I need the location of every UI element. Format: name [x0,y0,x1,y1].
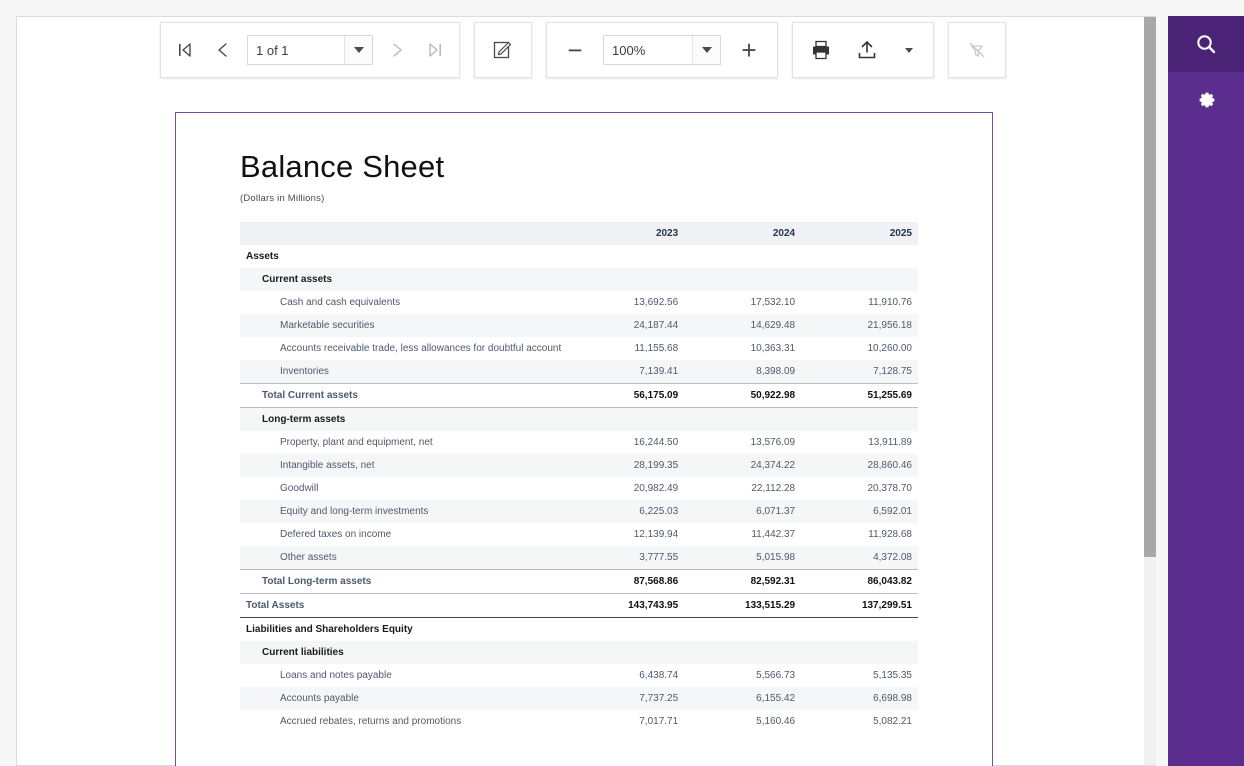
page-number-box[interactable] [247,35,373,65]
row-value: 137,299.51 [801,594,918,618]
column-header-2025: 2025 [801,222,918,245]
row-value: 6,071.37 [684,500,801,523]
row-value [567,618,684,642]
table-row [240,641,918,664]
row-value: 5,135.35 [873,670,912,681]
row-label: Total Assets [240,594,567,618]
row-label: Goodwill [280,483,319,494]
row-value: 13,576.09 [750,437,796,448]
row-value: 50,922.98 [684,384,801,408]
row-value: 143,743.95 [567,594,684,618]
edit-report-icon[interactable] [481,30,525,70]
export-options-dropdown[interactable] [891,30,927,70]
row-value: 5,160.46 [756,716,796,727]
row-label: Long-term assets [240,408,567,432]
row-value: 87,568.86 [567,570,684,594]
table-row [240,291,918,314]
zoom-group [546,22,778,78]
table-row [240,360,918,384]
row-label: Marketable securities [240,314,567,337]
row-value [684,641,801,664]
row-value: 86,043.82 [801,570,918,594]
table-row [240,477,918,500]
first-page-icon[interactable] [167,30,203,70]
row-value [684,268,801,291]
row-value: 28,199.35 [567,454,684,477]
row-value [801,268,918,291]
print-icon[interactable] [799,30,843,70]
row-value [684,618,801,642]
row-value: 10,260.00 [867,343,912,354]
search-button[interactable] [1168,16,1244,72]
right-side-rail [1168,16,1244,766]
last-page-icon[interactable] [417,30,453,70]
row-value: 51,255.69 [801,384,918,408]
row-value [801,641,918,664]
row-value: 4,372.08 [801,546,918,570]
next-page-icon[interactable] [379,30,415,70]
table-row [240,687,918,710]
row-value: 20,982.49 [633,483,679,494]
table-row [240,664,918,687]
row-value: 82,592.31 [684,570,801,594]
row-label: Intangible assets, net [240,454,567,477]
row-value: 7,139.41 [567,360,684,384]
table-row [240,454,918,477]
row-value: 10,363.31 [750,343,796,354]
row-value: 20,378.70 [867,483,912,494]
row-value: 24,187.44 [567,314,684,337]
row-value [567,268,684,291]
table-row [240,337,918,360]
chevron-down-icon [905,48,913,53]
clear-selection-icon[interactable] [955,30,999,70]
column-header-2024: 2024 [684,222,801,245]
previous-page-icon[interactable] [205,30,241,70]
row-value: 12,139.94 [633,529,679,540]
zoom-out-label: − [567,35,583,65]
chevron-down-icon [702,47,712,53]
row-value: 14,629.48 [684,314,801,337]
viewer-toolbar [160,22,1006,78]
row-value: 6,698.98 [801,687,918,710]
row-value: 24,374.22 [684,454,801,477]
row-value: 7,737.25 [567,687,684,710]
table-row [240,523,918,546]
row-value: 22,112.28 [751,483,796,494]
row-label: Defered taxes on income [280,529,392,540]
row-value: 6,225.03 [567,500,684,523]
row-value [684,408,801,432]
row-value: 13,692.56 [633,297,679,308]
table-row [240,408,918,432]
row-value: 11,155.68 [634,343,679,354]
page-number-dropdown-button[interactable] [344,36,372,64]
edit-group [474,22,532,78]
row-value [567,641,684,664]
table-row [240,500,918,523]
row-value: 16,244.50 [633,437,679,448]
page-subtitle: (Dollars in Millions) [240,193,325,204]
row-value: 11,928.68 [868,529,912,540]
row-value: 6,592.01 [801,500,918,523]
gear-icon [1194,88,1218,112]
column-header-2023: 2023 [567,222,684,245]
zoom-level-box[interactable] [603,35,721,65]
row-value [801,408,918,432]
row-label: Total Current assets [240,384,567,408]
row-value: 5,015.98 [684,546,801,570]
table-row [240,618,918,642]
settings-button[interactable] [1168,72,1244,128]
chevron-down-icon [354,47,364,53]
page-number-input[interactable] [248,36,344,64]
zoom-in-button[interactable] [727,30,771,70]
row-value: 6,438.74 [639,670,679,681]
row-label: Loans and notes payable [280,670,392,681]
table-row [240,268,918,291]
clear-selection-group [948,22,1006,78]
table-row [240,546,918,570]
row-value: 11,910.76 [868,297,912,308]
zoom-level-input[interactable] [604,36,692,64]
row-value: 21,956.18 [801,314,918,337]
table-row [240,570,918,594]
table-row [240,245,918,268]
report-page [175,112,993,766]
print-export-group [792,22,934,78]
row-label: Inventories [240,360,567,384]
row-label: Cash and cash equivalents [280,297,401,308]
zoom-level-dropdown-button[interactable] [692,36,720,64]
table-row [240,431,918,454]
row-label: Liabilities and Shareholders Equity [240,618,567,642]
row-value [567,245,684,268]
row-value: 133,515.29 [684,594,801,618]
row-label: Other assets [240,546,567,570]
row-value: 28,860.46 [801,454,918,477]
column-header-label [240,222,567,245]
row-value [801,618,918,642]
row-value [801,245,918,268]
zoom-out-button[interactable] [553,30,597,70]
vertical-scrollbar[interactable] [1144,17,1156,766]
row-label: Total Long-term assets [240,570,567,594]
row-value [567,408,684,432]
pagination-group [160,22,460,78]
export-icon[interactable] [845,30,889,70]
row-value: 6,155.42 [684,687,801,710]
balance-sheet-table [240,222,918,733]
row-label: Accounts payable [240,687,567,710]
page-title: Balance Sheet [240,149,445,184]
row-value: 5,082.21 [873,716,912,727]
vertical-scrollbar-thumb[interactable] [1144,17,1156,557]
row-value: 13,911.89 [868,437,912,448]
search-icon [1194,32,1218,56]
row-value [684,245,801,268]
table-row [240,594,918,618]
table-row [240,314,918,337]
row-value: 5,566.73 [756,670,796,681]
table-body [240,245,918,733]
row-label: Property, plant and equipment, net [280,437,433,448]
row-value: 11,442.37 [751,529,796,540]
row-value: 7,017.71 [639,716,679,727]
table-row [240,384,918,408]
table-row [240,710,918,733]
row-value: 56,175.09 [567,384,684,408]
zoom-in-label: + [741,35,757,65]
row-label: Current liabilities [240,641,567,664]
row-label: Accrued rebates, returns and promotions [280,716,462,727]
row-label: Assets [240,245,567,268]
table-header-row [240,222,918,245]
row-value: 3,777.55 [567,546,684,570]
row-label: Equity and long-term investments [240,500,567,523]
row-value: 8,398.09 [684,360,801,384]
row-value: 17,532.10 [750,297,796,308]
row-label: Accounts receivable trade, less allowances for doubtful account [280,343,562,354]
row-value: 7,128.75 [801,360,918,384]
row-label: Current assets [240,268,567,291]
